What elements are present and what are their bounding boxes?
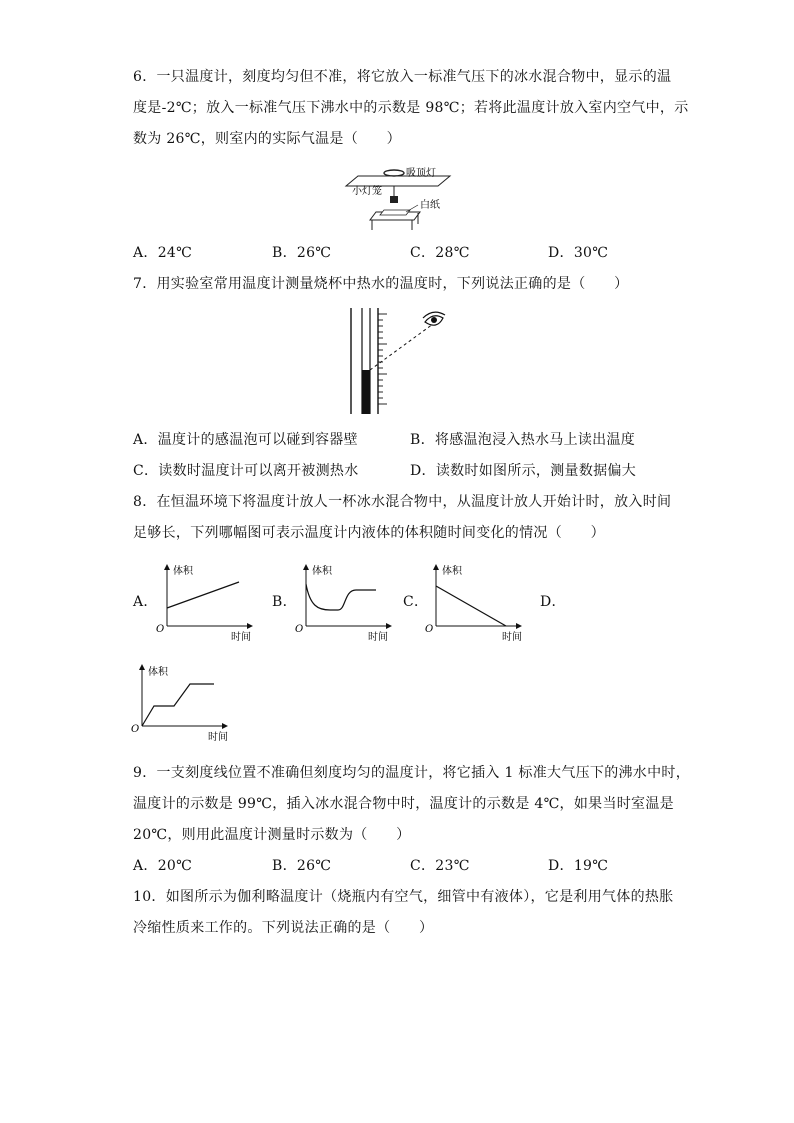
q9-option-d[interactable]: D．19℃ [548,858,609,874]
graph-d [130,662,230,744]
q6-option-c[interactable]: C．28℃ [410,245,470,261]
graph-c-curve [436,586,506,626]
q8-option-d[interactable]: D． [540,594,566,610]
ceiling-lamp-figure [340,162,460,232]
liquid-column [362,370,370,414]
lamp-icon [384,170,404,176]
lamp-label: 吸顶灯 [406,168,436,179]
q7-option-c[interactable]: C．读数时温度计可以离开被测热水 [133,463,359,479]
q8-option-c[interactable]: C． [403,594,429,610]
graph-b-curve [306,584,376,610]
graph-b-origin: O [295,624,304,635]
q6-text-line-3: 数为 26℃，则室内的实际气温是（ ） [133,131,401,147]
graph-d-y-label: 体积 [148,667,168,678]
graph-a-x-label: 时间 [231,632,251,643]
q6-text-line-1: 6．一只温度计，刻度均匀但不准，将它放入一标准气压下的冰水混合物中，显示的温 [133,69,672,85]
lantern-label: 小灯笼 [352,186,382,197]
q7-option-a[interactable]: A．温度计的感温泡可以碰到容器壁 [133,432,358,448]
q9-text-line-2: 温度计的示数是 99℃，插入冰水混合物中时，温度计的示数是 4℃，如果当时室温是 [133,796,674,812]
graph-c [424,562,524,644]
q6-text-line-2: 度是-2℃；放入一标准气压下沸水中的示数是 98℃；若将此温度计放入室内空气中，示 [133,100,689,116]
q7-option-d[interactable]: D．读数时如图所示，测量数据偏大 [410,463,637,479]
q10-text-line-2: 冷缩性质来工作的。下列说法正确的是（ ） [133,920,434,936]
q9-option-b[interactable]: B．26℃ [272,858,332,874]
graph-d-x-label: 时间 [208,732,228,743]
q8-option-a[interactable]: A． [133,594,158,610]
q9-option-a[interactable]: A．20℃ [133,858,193,874]
graph-c-y-label: 体积 [442,566,462,577]
q7-option-b[interactable]: B．将感温泡浸入热水马上读出温度 [410,432,636,448]
q10-text-line-1: 10．如图所示为伽利略温度计（烧瓶内有空气，细管中有液体），它是利用气体的热胀 [133,889,674,905]
q9-text-line-3: 20℃，则用此温度计测量时示数为（ ） [133,827,411,843]
graph-b [294,562,394,644]
thermometer-reading-figure [345,308,450,416]
q8-text-line-2: 足够长，下列哪幅图可表示温度计内液体的体积随时间变化的情况（ ） [133,525,605,541]
q9-option-c[interactable]: C．23℃ [410,858,470,874]
graph-a-origin: O [156,624,165,635]
graph-b-y-label: 体积 [312,566,332,577]
q8-option-b[interactable]: B． [272,594,297,610]
paper-label: 白纸 [420,200,440,211]
graph-a [155,562,255,644]
eye-icon [423,312,445,325]
graph-b-x-label: 时间 [368,632,388,643]
q6-option-b[interactable]: B．26℃ [272,245,332,261]
graph-d-origin: O [131,724,140,735]
graph-c-origin: O [425,624,434,635]
graph-a-curve [167,582,239,608]
graph-d-curve [142,684,214,726]
graph-c-x-label: 时间 [502,632,522,643]
q8-text-line-1: 8．在恒温环境下将温度计放人一杯冰水混合物中，从温度计放人开始计时，放入时间 [133,494,672,510]
lantern-icon [390,196,398,203]
graph-a-y-label: 体积 [173,566,193,577]
q6-option-a[interactable]: A．24℃ [133,245,193,261]
q6-option-d[interactable]: D．30℃ [548,245,609,261]
q9-text-line-1: 9．一支刻度线位置不准确但刻度均匀的温度计，将它插入 1 标准大气压下的沸水中时， [133,765,691,781]
q7-text-line-1: 7．用实验室常用温度计测量烧杯中热水的温度时，下列说法正确的是（ ） [133,276,629,292]
